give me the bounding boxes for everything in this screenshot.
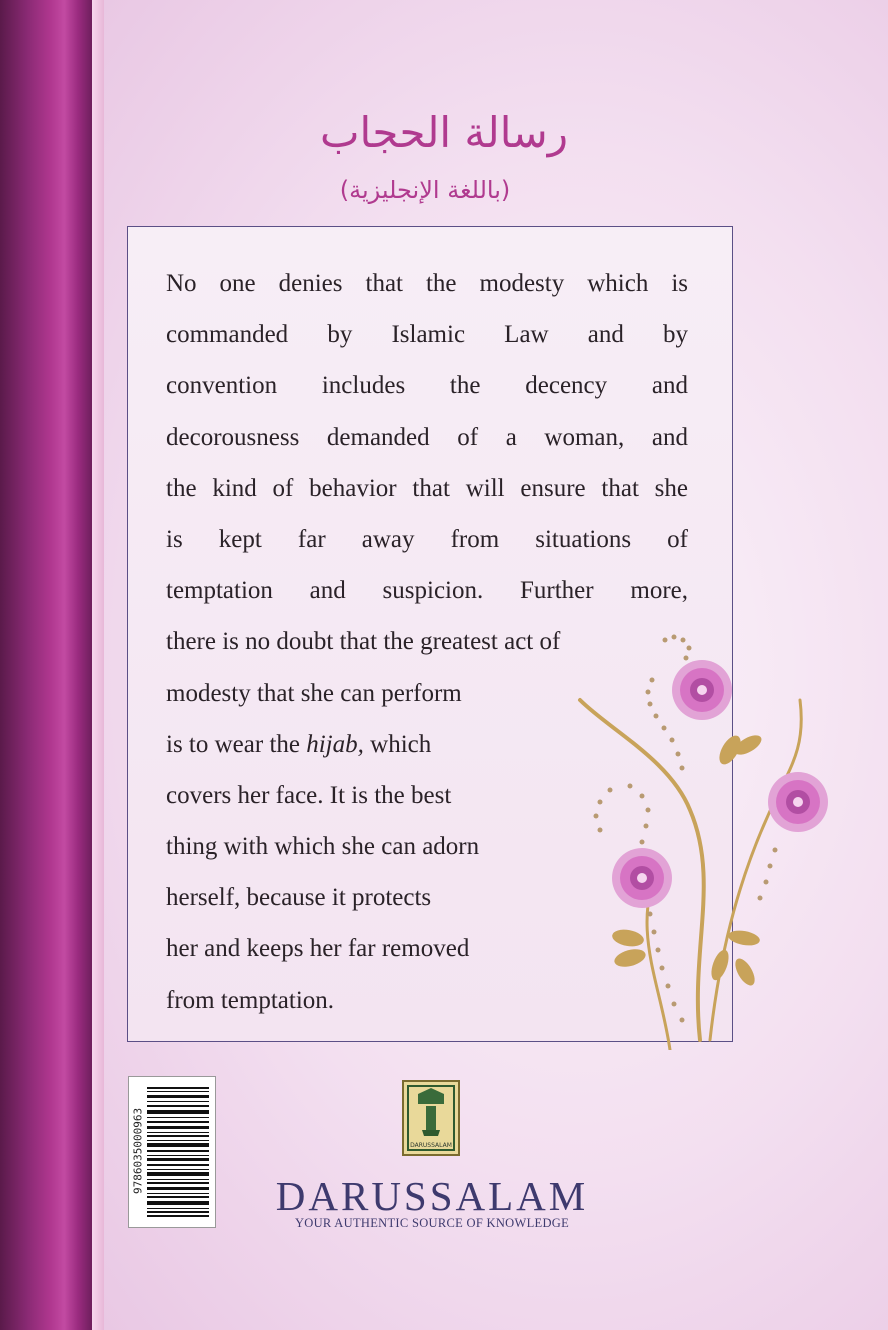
- blurb-line: temptation and suspicion. Further more,: [166, 577, 688, 605]
- arabic-subtitle: (باللغة الإنجليزية): [339, 176, 511, 204]
- hijab-italic: hijab,: [306, 730, 364, 758]
- logo-caption: DARUSSALAM: [410, 1142, 452, 1149]
- darussalam-logo-icon: [402, 1080, 460, 1156]
- blurb-line: convention includes the decency and: [166, 372, 688, 400]
- publisher-tagline: YOUR AUTHENTIC SOURCE OF KNOWLEDGE: [294, 1216, 570, 1230]
- blurb-fragment: is to wear the: [166, 730, 307, 758]
- blurb-line: No one denies that the modesty which is: [166, 270, 688, 297]
- floral-ornament: [570, 620, 840, 1050]
- blurb-line: from temptation.: [166, 986, 335, 1014]
- arabic-title: رسالة الحجاب: [320, 108, 568, 157]
- blurb-fragment: which: [363, 730, 432, 758]
- blurb-line: her and keeps her far removed: [166, 935, 470, 963]
- publisher-name: DARUSSALAM: [275, 1173, 589, 1219]
- blurb-line: herself, because it protects: [166, 884, 432, 912]
- blurb-line: decorousness demanded of a woman, and: [166, 423, 688, 451]
- blurb-line: the kind of behavior that will ensure that she: [166, 474, 688, 502]
- blurb-line: thing with which she can adorn: [166, 833, 480, 861]
- blurb-line: commanded by Islamic Law and by: [166, 321, 688, 349]
- blurb-line: there is no doubt that the greatest act of: [166, 628, 561, 656]
- blurb-line: is kept far away from situations of: [166, 525, 688, 553]
- blurb-line: modesty that she can perform: [166, 679, 462, 707]
- blurb-line: covers her face. It is the best: [166, 781, 452, 809]
- barcode-number: 9786035000963: [131, 1107, 145, 1195]
